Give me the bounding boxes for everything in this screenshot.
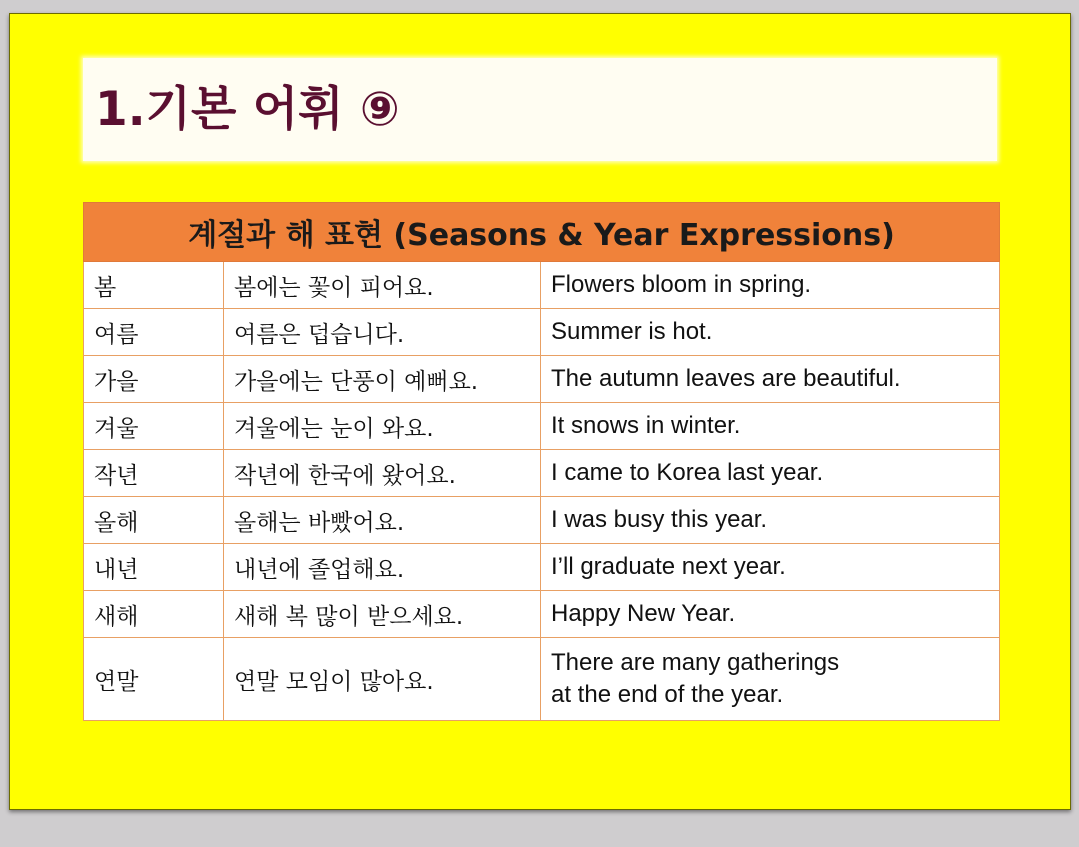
word-cell: 내년 <box>84 544 224 591</box>
english-sentence-cell: Flowers bloom in spring. <box>541 262 1000 309</box>
word-cell: 가을 <box>84 356 224 403</box>
table-row <box>84 591 1000 638</box>
english-sentence-cell: It snows in winter. <box>541 403 1000 450</box>
korean-sentence-cell: 작년에 한국에 왔어요. <box>224 450 541 497</box>
korean-sentence-cell: 새해 복 많이 받으세요. <box>224 591 541 638</box>
korean-sentence-cell: 겨울에는 눈이 와요. <box>224 403 541 450</box>
table-row <box>84 309 1000 356</box>
english-sentence-cell: Summer is hot. <box>541 309 1000 356</box>
korean-sentence-cell: 내년에 졸업해요. <box>224 544 541 591</box>
english-sentence-cell: I came to Korea last year. <box>541 450 1000 497</box>
english-sentence-cell: I was busy this year. <box>541 497 1000 544</box>
english-sentence-cell <box>541 638 1000 721</box>
title-box <box>83 58 997 161</box>
word-cell: 새해 <box>84 591 224 638</box>
table-row <box>84 544 1000 591</box>
vocabulary-table <box>83 202 1000 721</box>
table-row <box>84 638 1000 721</box>
word-cell: 올해 <box>84 497 224 544</box>
korean-sentence-cell: 올해는 바빴어요. <box>224 497 541 544</box>
page-title: 1.기본 어휘 ⑨ <box>95 82 400 137</box>
word-cell: 겨울 <box>84 403 224 450</box>
table-row <box>84 450 1000 497</box>
english-sentence-cell: I’ll graduate next year. <box>541 544 1000 591</box>
korean-sentence-cell: 봄에는 꽃이 피어요. <box>224 262 541 309</box>
korean-sentence-cell: 여름은 덥습니다. <box>224 309 541 356</box>
word-cell: 여름 <box>84 309 224 356</box>
slide <box>9 13 1071 810</box>
table-row <box>84 356 1000 403</box>
table-header: 계절과 해 표현 (Seasons & Year Expressions) <box>84 203 1000 262</box>
english-sentence-cell: The autumn leaves are beautiful. <box>541 356 1000 403</box>
korean-sentence-cell: 가을에는 단풍이 예뻐요. <box>224 356 541 403</box>
table-row <box>84 403 1000 450</box>
word-cell: 봄 <box>84 262 224 309</box>
table-row <box>84 497 1000 544</box>
korean-sentence-cell: 연말 모임이 많아요. <box>224 638 541 721</box>
english-line: There are many gatherings <box>551 649 840 676</box>
word-cell: 연말 <box>84 638 224 721</box>
table-row <box>84 262 1000 309</box>
word-cell: 작년 <box>84 450 224 497</box>
table-header-row <box>84 203 1000 262</box>
english-sentence-cell: Happy New Year. <box>541 591 1000 638</box>
english-line: at the end of the year. <box>551 681 784 708</box>
